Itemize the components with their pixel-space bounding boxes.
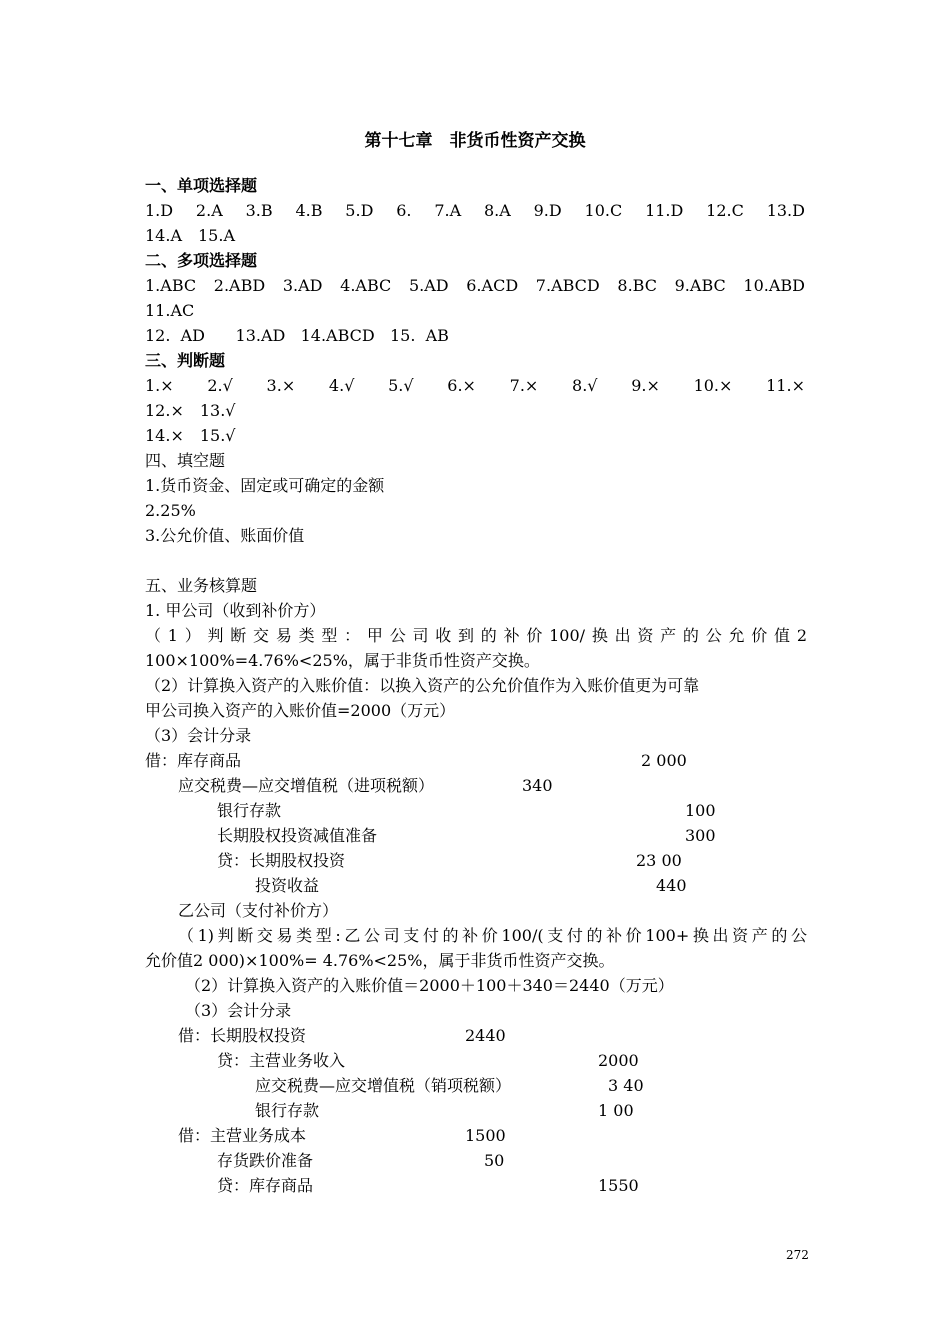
answer-item: 11.× xyxy=(766,376,805,395)
accounting-heading: 五、业务核算题 xyxy=(145,576,258,595)
fill-blank-answer-1: 1.货币资金、固定或可确定的金额 xyxy=(145,476,385,495)
answer-item: 5.D xyxy=(345,201,374,220)
entry-amount: 340 xyxy=(522,776,553,795)
multi-choice-heading: 二、多项选择题 xyxy=(145,251,258,270)
step-2-result: 甲公司换入资产的入账价值=2000（万元） xyxy=(145,701,456,720)
company-b-step-1-cont: 允价值2 000)×100%= 4.76%<25%，属于非货币性资产交换。 xyxy=(145,951,615,970)
entry-label: 贷：主营业务收入 xyxy=(217,1051,346,1070)
answer-item: 1.ABC xyxy=(145,276,197,295)
company-b-step-1: （1)判断交易类型:乙公司支付的补价100/(支付的补价100+换出资产的公 xyxy=(178,926,807,945)
entry-amount: 440 xyxy=(656,876,687,895)
true-false-answers-row3: 14.× 15.√ xyxy=(145,426,236,445)
single-choice-answers-row1 xyxy=(145,201,805,221)
multi-choice-answers-row3: 12. AD 13.AD 14.ABCD 15. AB xyxy=(145,326,449,345)
company-b-step-2: （2）计算换入资产的入账价值＝2000＋100＋340＝2440（万元） xyxy=(185,976,674,995)
answer-item: 7.A xyxy=(434,201,462,220)
entry-amount: 1550 xyxy=(598,1176,639,1195)
entry-label: 存货跌价准备 xyxy=(217,1151,314,1170)
answer-item: 8.A xyxy=(483,201,511,220)
entry-label: 贷：长期股权投资 xyxy=(217,851,346,870)
true-false-heading: 三、判断题 xyxy=(145,351,226,370)
step-2-text: （2）计算换入资产的入账价值：以换入资产的公允价值作为入账价值更为可靠 xyxy=(145,676,700,695)
fill-blank-answer-2: 2.25% xyxy=(145,501,196,520)
multi-choice-answers-row2: 11.AC xyxy=(145,301,195,320)
answer-item: 2.A xyxy=(195,201,223,220)
entry-amount: 1 00 xyxy=(598,1101,634,1120)
answer-item: 1.× xyxy=(145,376,174,395)
answer-item: 6.ACD xyxy=(466,276,519,295)
answer-item: 13.D xyxy=(766,201,805,220)
step-1-text: （1）判断交易类型：甲公司收到的补价100/换出资产的公允价值2 xyxy=(145,626,807,645)
answer-item: 1.D xyxy=(145,201,174,220)
answer-item: 9.ABC xyxy=(674,276,726,295)
answer-item: 3.AD xyxy=(282,276,323,295)
chapter-title: 第十七章 非货币性资产交换 xyxy=(364,131,586,151)
entry-label: 贷：库存商品 xyxy=(217,1176,314,1195)
entry-amount: 3 40 xyxy=(608,1076,644,1095)
answer-item: 5.AD xyxy=(408,276,449,295)
answer-item: 6. xyxy=(396,201,412,220)
entry-label: 投资收益 xyxy=(255,876,320,895)
single-choice-answers-row2: 14.A 15.A xyxy=(145,226,236,245)
answer-item: 8.√ xyxy=(572,376,598,395)
entry-label: 银行存款 xyxy=(255,1101,320,1120)
answer-item: 11.D xyxy=(645,201,684,220)
answer-item: 9.× xyxy=(631,376,660,395)
company-b-step-3: （3）会计分录 xyxy=(185,1001,292,1020)
answer-item: 8.BC xyxy=(617,276,657,295)
entry-label: 银行存款 xyxy=(217,801,282,820)
answer-item: 7.× xyxy=(509,376,539,395)
entry-label: 借：长期股权投资 xyxy=(178,1026,307,1045)
entry-amount: 2 000 xyxy=(641,751,687,770)
answer-item: 3.B xyxy=(245,201,273,220)
multi-choice-answers-row1 xyxy=(145,276,805,296)
answer-item: 2.ABD xyxy=(213,276,266,295)
answer-item: 4.B xyxy=(295,201,323,220)
entry-label: 应交税费—应交增值税（进项税额） xyxy=(178,776,435,795)
fill-blank-heading: 四、填空题 xyxy=(145,451,226,470)
step-3-heading: （3）会计分录 xyxy=(145,726,252,745)
entry-amount: 300 xyxy=(685,826,716,845)
answer-item: 4.ABC xyxy=(340,276,392,295)
single-choice-heading: 一、单项选择题 xyxy=(145,176,258,195)
answer-item: 6.× xyxy=(447,376,476,395)
answer-item: 9.D xyxy=(533,201,562,220)
entry-label: 长期股权投资减值准备 xyxy=(217,826,378,845)
entry-amount: 2440 xyxy=(465,1026,506,1045)
page-number: 272 xyxy=(786,1248,809,1262)
entry-amount: 100 xyxy=(685,801,716,820)
entry-amount: 2000 xyxy=(598,1051,639,1070)
step-1-text-cont: 100×100%=4.76%<25%，属于非货币性资产交换。 xyxy=(145,651,540,670)
answer-item: 5.√ xyxy=(388,376,414,395)
answer-item: 10.ABD xyxy=(743,276,805,295)
answer-item: 7.ABCD xyxy=(535,276,600,295)
true-false-answers-row2: 12.× 13.√ xyxy=(145,401,236,420)
true-false-answers-row1 xyxy=(145,376,805,396)
question-1-title: 1. 甲公司（收到补价方） xyxy=(145,601,326,620)
answer-item: 12.C xyxy=(706,201,744,220)
entry-amount: 1500 xyxy=(465,1126,506,1145)
answer-item: 2.√ xyxy=(207,376,233,395)
entry-label: 借：主营业务成本 xyxy=(178,1126,307,1145)
fill-blank-answer-3: 3.公允价值、账面价值 xyxy=(145,526,305,545)
answer-item: 10.C xyxy=(584,201,623,220)
answer-item: 3.× xyxy=(266,376,296,395)
entry-amount: 23 00 xyxy=(636,851,682,870)
company-b-heading: 乙公司（支付补价方） xyxy=(178,901,339,920)
entry-label: 借：库存商品 xyxy=(145,751,242,770)
entry-label: 应交税费—应交增值税（销项税额） xyxy=(255,1076,512,1095)
answer-item: 4.√ xyxy=(328,376,355,395)
answer-item: 10.× xyxy=(693,376,733,395)
entry-amount: 50 xyxy=(484,1151,505,1170)
